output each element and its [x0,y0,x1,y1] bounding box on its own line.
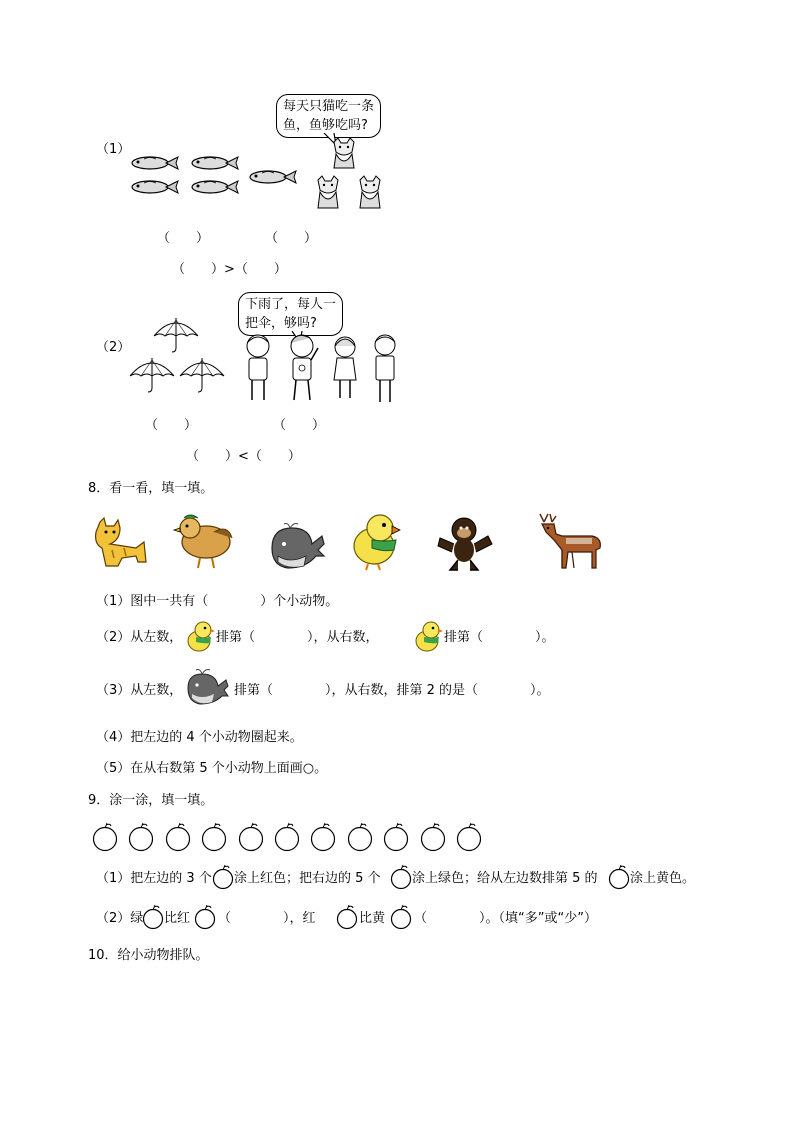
q9-sub1-part-a: （1）把左边的 3 个 [96,871,212,886]
fruit-icon [212,864,236,890]
fruit-icon[interactable] [165,822,193,852]
q9-sub1-part-d: 涂上黄色。 [630,871,696,886]
fruit-icon[interactable] [456,822,484,852]
q8-sub5: （5）在从右数第 5 个小动物上面画○。 [96,761,328,776]
fish-icon [250,171,296,183]
fruit-icon [608,864,632,890]
q8-sub1: （1）图中一共有（ ）个小动物。 [96,594,339,609]
whale-icon [272,524,324,569]
fruit-icon[interactable] [383,822,411,852]
umbrella-icon [154,318,198,352]
fruit-icon[interactable] [420,822,448,852]
child-icon [334,337,356,398]
fruit-row [92,822,492,852]
blank-fish[interactable]: （ ） [157,231,210,246]
q9-title: 9．涂一涂，填一填。 [88,793,214,808]
q7-part2-label: （2） [96,340,131,355]
speech-bubble-children [238,292,343,336]
fruit-icon[interactable] [274,822,302,852]
fruit-icon [336,904,360,930]
compare-blank-1[interactable]: （ ）>（ ） [172,262,287,277]
q8-sub4: （4）把左边的 4 个小动物圈起来。 [96,730,303,745]
q8-sub2-part-a: （2）从左数， [96,630,183,645]
fruit-icon [142,904,166,930]
fruit-icon[interactable] [310,822,338,852]
bubble-line: 鱼，鱼够吃吗? [283,118,368,133]
bubble-line: 每天只猫吃一条 [283,99,375,114]
children-group [238,332,408,404]
q8-sub3-part-a: （3）从左数， [96,683,183,698]
cat-icon [360,176,380,208]
bubble-line: 下雨了，每人一 [245,297,337,312]
q8-sub2-part-c: 排第（ ）。 [444,630,555,645]
umbrella-group [126,316,230,398]
fruit-icon[interactable] [347,822,375,852]
whale-icon [184,668,232,708]
cat-icon [318,176,338,208]
fruit-icon [194,904,218,930]
bubble-line: 把伞，够吗? [245,316,317,331]
blank-umbrella[interactable]: （ ） [145,418,198,433]
hen-icon [174,515,232,568]
cat-icon [96,518,146,566]
cat-group [314,138,386,214]
q7-part1-label: （1） [96,142,131,157]
speech-bubble-cat [276,94,381,138]
monkey-icon [438,518,492,570]
animal-row [90,512,610,572]
fish-icon [192,157,238,169]
q8-sub3-part-b: 排第（ ），从右数，排第 2 的是（ ）。 [234,683,550,698]
fish-icon [192,181,238,193]
q9-sub2-part-b: 比红 [164,911,191,926]
cat-icon [334,138,354,168]
child-icon [247,335,269,400]
fruit-icon [390,864,414,890]
q9-sub2-part-a: （2）绿 [96,911,144,926]
compare-blank-2[interactable]: （ ）<（ ） [186,449,301,464]
blank-cat[interactable]: （ ） [265,231,318,246]
chick-icon [412,619,444,653]
fish-group [128,150,308,202]
blank-children[interactable]: （ ） [273,418,326,433]
child-icon [375,335,395,402]
child-icon [291,335,318,400]
umbrella-icon [130,358,174,392]
fish-icon [132,181,178,193]
deer-icon [540,514,600,568]
q10-title: 10．给小动物排队。 [88,948,209,963]
fruit-icon[interactable] [128,822,156,852]
fruit-icon[interactable] [238,822,266,852]
umbrella-icon [180,358,224,392]
q9-sub1-part-b: 涂上红色；把右边的 5 个 [234,871,381,886]
q8-title: 8．看一看，填一填。 [88,481,214,496]
q9-sub1-part-c: 涂上绿色；给从左边数排第 5 的 [412,871,598,886]
fruit-icon [390,904,414,930]
chick-icon [354,515,400,570]
fish-icon [132,157,178,169]
q9-sub2-part-c[interactable]: （ ），红 [218,911,316,926]
fruit-icon[interactable] [92,822,120,852]
fruit-icon[interactable] [201,822,229,852]
q9-sub2-part-d: 比黄 [359,911,386,926]
chick-icon [184,619,216,653]
q8-sub2-part-b: 排第（ ），从右数， [216,630,379,645]
q9-sub2-part-e[interactable]: （ ）。（填“多”或“少”） [414,911,597,926]
